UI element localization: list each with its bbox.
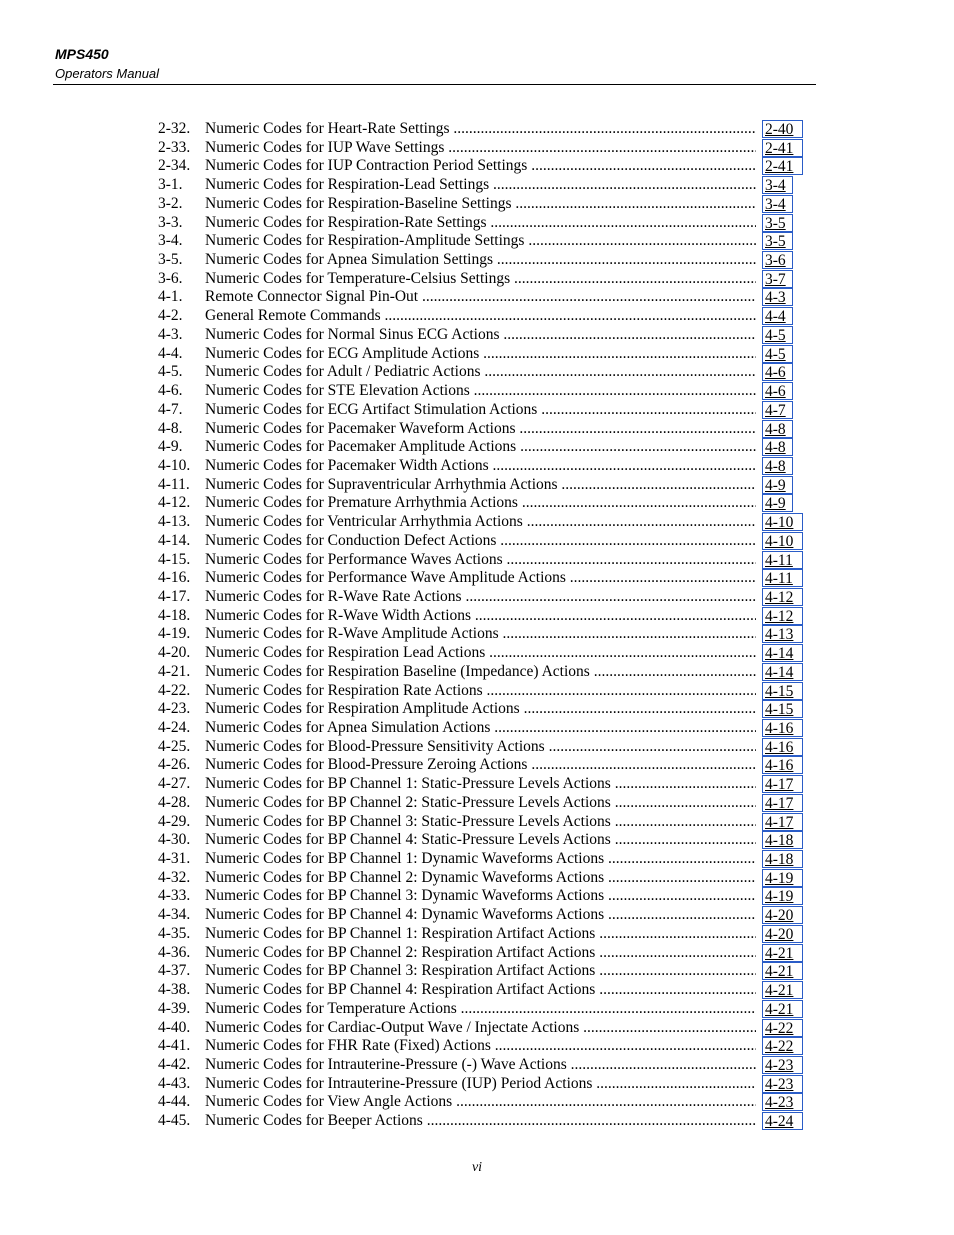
toc-entry-number: 4-32.: [158, 868, 191, 886]
toc-entry-title: Numeric Codes for Apnea Simulation Settings .....: [205, 251, 756, 270]
toc-page-link[interactable]: 4-20: [762, 925, 803, 943]
toc-row: [158, 663, 808, 682]
toc-page-link[interactable]: 4-10: [762, 532, 803, 550]
toc-entry-title: Numeric Codes for Conduction Defect Actions .....: [205, 532, 756, 551]
toc-entry-title: Numeric Codes for Respiration Amplitude Actions .....: [205, 700, 756, 719]
toc-entry-title: Numeric Codes for View Angle Actions .....: [205, 1093, 756, 1112]
toc-entry-title: Numeric Codes for Performance Waves Actions .....: [205, 551, 756, 570]
toc-row: [158, 869, 808, 888]
toc-row: [158, 345, 808, 364]
toc-page-link[interactable]: 4-3: [762, 288, 793, 306]
toc-page-link[interactable]: 3-4: [762, 176, 793, 194]
toc-row: [158, 195, 808, 214]
toc-entry-title: Numeric Codes for BP Channel 4: Dynamic Waveforms Actions .....: [205, 906, 756, 925]
toc-page-link[interactable]: 4-8: [762, 457, 793, 475]
toc-entry-title: Numeric Codes for Respiration-Lead Settings .....: [205, 176, 756, 195]
toc-entry-number: 4-22.: [158, 681, 191, 699]
toc-page-link[interactable]: 4-5: [762, 326, 793, 344]
toc-entry-number: 4-29.: [158, 812, 191, 830]
toc-entry-title: Numeric Codes for Blood-Pressure Sensitivity Actions .....: [205, 738, 756, 757]
toc-entry-title: Numeric Codes for Premature Arrhythmia Actions .....: [205, 494, 756, 513]
page-number: vi: [471, 1160, 483, 1175]
toc-entry-number: 4-24.: [158, 719, 191, 736]
toc-entry-title: Numeric Codes for Temperature Actions .....: [205, 1000, 756, 1019]
toc-entry-title: Numeric Codes for Respiration Lead Actions .....: [205, 644, 756, 663]
toc-entry-number: 4-14.: [158, 531, 191, 549]
toc-entry-number: 4-42.: [158, 1055, 191, 1073]
toc-page-link[interactable]: 4-11: [762, 569, 803, 587]
toc-page-link[interactable]: 4-9: [762, 494, 793, 512]
toc-entry-title: Numeric Codes for BP Channel 3: Respiration Artifact Actions .....: [205, 962, 756, 981]
toc-row: [158, 120, 808, 139]
toc-entry-number: 4-1.: [158, 288, 183, 306]
page-header: [55, 45, 159, 82]
toc-entry-number: 4-25.: [158, 737, 191, 755]
toc-entry-title: Numeric Codes for Adult / Pediatric Actions .....: [205, 363, 756, 382]
toc-row: [158, 532, 808, 551]
toc-entry-number: 4-11.: [158, 475, 190, 493]
toc-page-link[interactable]: 4-21: [762, 1000, 803, 1018]
toc-entry-title: General Remote Commands .....: [205, 307, 756, 326]
toc-row: [158, 569, 808, 588]
toc-entry-title: Numeric Codes for BP Channel 1: Respiration Artifact Actions .....: [205, 925, 756, 944]
toc-page-link[interactable]: 4-17: [762, 794, 803, 812]
toc-row: [158, 925, 808, 944]
toc-row: [158, 944, 808, 963]
toc-entry-number: 4-21.: [158, 662, 191, 680]
toc-page-link[interactable]: 4-13: [762, 625, 803, 643]
toc-page-link[interactable]: 2-41: [762, 157, 803, 175]
toc-row: [158, 232, 808, 251]
header-divider: [53, 84, 816, 85]
document-title: MPS450: [55, 46, 109, 62]
toc-entry-title: Numeric Codes for BP Channel 2: Dynamic Waveforms Actions .....: [205, 869, 756, 888]
toc-page-link[interactable]: 4-15: [762, 682, 803, 700]
toc-row: [158, 738, 808, 757]
toc-entry-number: 4-17.: [158, 587, 191, 605]
toc-entry-number: 2-34.: [158, 157, 191, 175]
toc-row: [158, 401, 808, 420]
toc-entry-title: Numeric Codes for BP Channel 1: Static-Pressure Levels Actions .....: [205, 775, 756, 794]
toc-page-link[interactable]: 4-14: [762, 644, 803, 662]
toc-entry-number: 2-33.: [158, 138, 191, 156]
toc-entry-number: 3-2.: [158, 194, 183, 212]
toc-page-link[interactable]: 4-17: [762, 813, 803, 831]
toc-entry-number: 4-35.: [158, 924, 191, 942]
toc-row: [158, 176, 808, 195]
toc-entry-number: 4-9.: [158, 438, 183, 456]
toc-row: [158, 1056, 808, 1075]
document-subtitle: Operators Manual: [55, 66, 160, 81]
toc-entry-title: Numeric Codes for BP Channel 2: Static-Pressure Levels Actions .....: [205, 794, 756, 813]
toc-entry-title: Numeric Codes for ECG Amplitude Actions .....: [205, 345, 756, 364]
toc-page-link[interactable]: 4-6: [762, 363, 793, 381]
toc-row: [158, 775, 808, 794]
toc-entry-number: 4-13.: [158, 513, 191, 531]
toc-entry-number: 4-38.: [158, 981, 191, 999]
toc-entry-title: Numeric Codes for Respiration-Baseline Settings .....: [205, 195, 756, 214]
toc-row: [158, 288, 808, 307]
toc-page-link[interactable]: 2-41: [762, 139, 803, 157]
toc-page-link[interactable]: 4-8: [762, 438, 793, 456]
toc-row: [158, 719, 808, 738]
toc-entry-number: 4-30.: [158, 831, 191, 849]
toc-row: [158, 513, 808, 532]
toc-page-link[interactable]: 3-4: [762, 195, 793, 213]
toc-page-link[interactable]: 4-21: [762, 944, 803, 962]
toc-entry-title: Numeric Codes for Pacemaker Amplitude Actions .....: [205, 438, 756, 457]
toc-entry-number: 4-15.: [158, 550, 191, 568]
toc-entry-number: 4-3.: [158, 325, 183, 343]
toc-entry-title: Numeric Codes for Apnea Simulation Actions .....: [205, 719, 756, 738]
toc-entry-number: 4-33.: [158, 887, 191, 905]
toc-page-link[interactable]: 4-18: [762, 850, 803, 868]
table-of-contents: [158, 120, 808, 1131]
toc-row: [158, 1000, 808, 1019]
toc-entry-number: 4-5.: [158, 363, 183, 381]
toc-page-link[interactable]: 4-16: [762, 756, 803, 774]
toc-entry-number: 4-10.: [158, 456, 191, 474]
toc-entry-title: Numeric Codes for BP Channel 4: Static-Pressure Levels Actions .....: [205, 831, 756, 850]
toc-page-link[interactable]: 4-15: [762, 700, 803, 718]
toc-page-link[interactable]: 4-16: [762, 719, 803, 737]
toc-page-link[interactable]: 4-10: [762, 513, 803, 531]
toc-entry-title: Numeric Codes for Performance Wave Amplitude Actions .....: [205, 569, 756, 588]
toc-entry-title: Numeric Codes for Pacemaker Width Actions .....: [205, 457, 756, 476]
toc-entry-title: Numeric Codes for R-Wave Rate Actions .....: [205, 588, 756, 607]
toc-page-link[interactable]: 4-14: [762, 663, 803, 681]
toc-entry-title: Numeric Codes for Respiration-Rate Settings .....: [205, 214, 756, 233]
toc-page-link[interactable]: 4-21: [762, 981, 803, 999]
toc-row: [158, 588, 808, 607]
toc-entry-number: 4-43.: [158, 1074, 191, 1092]
toc-entry-title: Remote Connector Signal Pin-Out .....: [205, 288, 756, 307]
toc-row: [158, 794, 808, 813]
toc-entry-title: Numeric Codes for Temperature-Celsius Settings .....: [205, 270, 756, 289]
toc-row: [158, 850, 808, 869]
toc-entry-number: 4-4.: [158, 344, 183, 362]
toc-row: [158, 1037, 808, 1056]
toc-page-link[interactable]: 4-16: [762, 738, 803, 756]
toc-row: [158, 157, 808, 176]
toc-page-link[interactable]: 4-12: [762, 588, 803, 606]
toc-entry-number: 4-19.: [158, 625, 191, 643]
toc-entry-number: 3-4.: [158, 232, 183, 250]
toc-entry-number: 4-2.: [158, 307, 183, 325]
toc-page-link[interactable]: 2-40: [762, 120, 803, 138]
toc-entry-title: Numeric Codes for R-Wave Amplitude Actions .....: [205, 625, 756, 644]
toc-entry-number: 4-6.: [158, 382, 183, 400]
toc-row: [158, 420, 808, 439]
toc-row: [158, 1112, 808, 1131]
toc-row: [158, 214, 808, 233]
toc-entry-number: 4-16.: [158, 569, 191, 587]
toc-entry-number: 4-41.: [158, 1037, 191, 1055]
toc-page-link[interactable]: 3-5: [762, 214, 793, 232]
toc-row: [158, 1075, 808, 1094]
toc-entry-number: 4-12.: [158, 494, 191, 512]
toc-entry-title: Numeric Codes for BP Channel 4: Respiration Artifact Actions .....: [205, 981, 756, 1000]
toc-entry-number: 3-5.: [158, 251, 183, 269]
toc-entry-number: 3-1.: [158, 176, 183, 194]
toc-entry-number: 4-8.: [158, 419, 183, 437]
toc-entry-title: Numeric Codes for STE Elevation Actions .....: [205, 382, 756, 401]
toc-page-link[interactable]: 4-22: [762, 1037, 803, 1055]
toc-page-link[interactable]: 3-6: [762, 251, 793, 269]
toc-page-link[interactable]: 4-19: [762, 869, 803, 887]
toc-row: [158, 644, 808, 663]
toc-page-link[interactable]: 4-7: [762, 401, 793, 419]
toc-row: [158, 326, 808, 345]
toc-entry-title: Numeric Codes for Respiration-Amplitude Settings .....: [205, 232, 756, 251]
toc-entry-title: Numeric Codes for Supraventricular Arrhythmia Actions .....: [205, 476, 756, 495]
toc-entry-number: 4-34.: [158, 906, 191, 924]
toc-page-link[interactable]: 4-4: [762, 307, 793, 325]
toc-row: [158, 887, 808, 906]
toc-page-link[interactable]: 4-19: [762, 887, 803, 905]
toc-entry-number: 4-7.: [158, 400, 183, 418]
toc-entry-title: Numeric Codes for Blood-Pressure Zeroing Actions .....: [205, 756, 756, 775]
toc-page-link[interactable]: 4-12: [762, 607, 803, 625]
toc-row: [158, 476, 808, 495]
toc-row: [158, 307, 808, 326]
toc-entry-title: Numeric Codes for BP Channel 2: Respiration Artifact Actions .....: [205, 944, 756, 963]
toc-entry-number: 4-36.: [158, 943, 191, 961]
toc-entry-title: Numeric Codes for IUP Wave Settings .....: [205, 139, 756, 158]
toc-entry-title: Numeric Codes for ECG Artifact Stimulation Actions .....: [205, 401, 756, 420]
toc-page-link[interactable]: 4-22: [762, 1019, 803, 1037]
toc-row: [158, 831, 808, 850]
toc-row: [158, 457, 808, 476]
toc-entry-title: Numeric Codes for Ventricular Arrhythmia Actions .....: [205, 513, 756, 532]
toc-entry-title: Numeric Codes for FHR Rate (Fixed) Actions .....: [205, 1037, 756, 1056]
toc-entry-title: Numeric Codes for Heart-Rate Settings .....: [205, 120, 756, 139]
toc-page-link[interactable]: 4-18: [762, 831, 803, 849]
toc-entry-number: 4-40.: [158, 1018, 191, 1036]
toc-row: [158, 1093, 808, 1112]
toc-page-link[interactable]: 4-9: [762, 476, 793, 494]
toc-page-link[interactable]: 4-24: [762, 1112, 803, 1130]
toc-page-link[interactable]: 4-11: [762, 551, 803, 569]
toc-entry-number: 4-20.: [158, 644, 191, 662]
toc-row: [158, 682, 808, 701]
toc-row: [158, 494, 808, 513]
toc-entry-title: Numeric Codes for Intrauterine-Pressure (IUP) Period Actions .....: [205, 1075, 756, 1094]
toc-entry-title: Numeric Codes for Respiration Rate Actions .....: [205, 682, 756, 701]
toc-row: [158, 981, 808, 1000]
toc-row: [158, 607, 808, 626]
toc-page-link[interactable]: 4-17: [762, 775, 803, 793]
toc-page-link[interactable]: 4-23: [762, 1075, 803, 1093]
toc-row: [158, 551, 808, 570]
toc-entry-title: Numeric Codes for Respiration Baseline (Impedance) Actions .....: [205, 663, 756, 682]
toc-row: [158, 438, 808, 457]
toc-page-link[interactable]: 4-23: [762, 1093, 803, 1111]
toc-row: [158, 625, 808, 644]
toc-entry-number: 3-6.: [158, 269, 183, 287]
toc-row: [158, 1019, 808, 1038]
toc-entry-number: 4-23.: [158, 700, 191, 718]
toc-page-link[interactable]: 4-21: [762, 962, 803, 980]
toc-entry-number: 4-28.: [158, 793, 191, 811]
toc-page-link[interactable]: 4-8: [762, 420, 793, 438]
toc-entry-title: Numeric Codes for BP Channel 1: Dynamic Waveforms Actions .....: [205, 850, 756, 869]
toc-entry-title: Numeric Codes for Intrauterine-Pressure (-) Wave Actions .....: [205, 1056, 756, 1075]
toc-row: [158, 363, 808, 382]
toc-entry-number: 4-31.: [158, 850, 191, 868]
toc-entry-title: Numeric Codes for BP Channel 3: Dynamic Waveforms Actions .....: [205, 887, 756, 906]
toc-page-link[interactable]: 4-20: [762, 906, 803, 924]
toc-row: [158, 270, 808, 289]
toc-entry-number: 3-3.: [158, 213, 183, 231]
toc-row: [158, 251, 808, 270]
toc-entry-title: Numeric Codes for R-Wave Width Actions .....: [205, 607, 756, 626]
toc-entry-title: Numeric Codes for BP Channel 3: Static-Pressure Levels Actions .....: [205, 813, 756, 832]
toc-page-link[interactable]: 3-7: [762, 270, 793, 288]
toc-page-link[interactable]: 4-6: [762, 382, 793, 400]
toc-entry-number: 4-45.: [158, 1112, 191, 1130]
toc-page-link[interactable]: 4-23: [762, 1056, 803, 1074]
toc-row: [158, 813, 808, 832]
toc-entry-number: 4-37.: [158, 962, 191, 980]
toc-entry-title: Numeric Codes for Cardiac-Output Wave / Injectate Actions .....: [205, 1019, 756, 1038]
toc-entry-number: 4-18.: [158, 606, 191, 624]
toc-page-link[interactable]: 4-5: [762, 345, 793, 363]
toc-entry-title: Numeric Codes for IUP Contraction Period Settings .....: [205, 157, 756, 176]
toc-entry-number: 4-27.: [158, 775, 191, 793]
toc-page-link[interactable]: 3-5: [762, 232, 793, 250]
toc-row: [158, 700, 808, 719]
toc-row: [158, 139, 808, 158]
toc-entry-title: Numeric Codes for Normal Sinus ECG Actions .....: [205, 326, 756, 345]
toc-entry-number: 4-26.: [158, 756, 191, 774]
toc-row: [158, 962, 808, 981]
toc-row: [158, 382, 808, 401]
toc-entry-title: Numeric Codes for Beeper Actions .....: [205, 1112, 756, 1131]
toc-entry-number: 2-32.: [158, 120, 191, 137]
toc-entry-number: 4-39.: [158, 999, 191, 1017]
toc-row: [158, 756, 808, 775]
toc-row: [158, 906, 808, 925]
toc-entry-title: Numeric Codes for Pacemaker Waveform Actions .....: [205, 420, 756, 439]
toc-entry-number: 4-44.: [158, 1093, 191, 1111]
